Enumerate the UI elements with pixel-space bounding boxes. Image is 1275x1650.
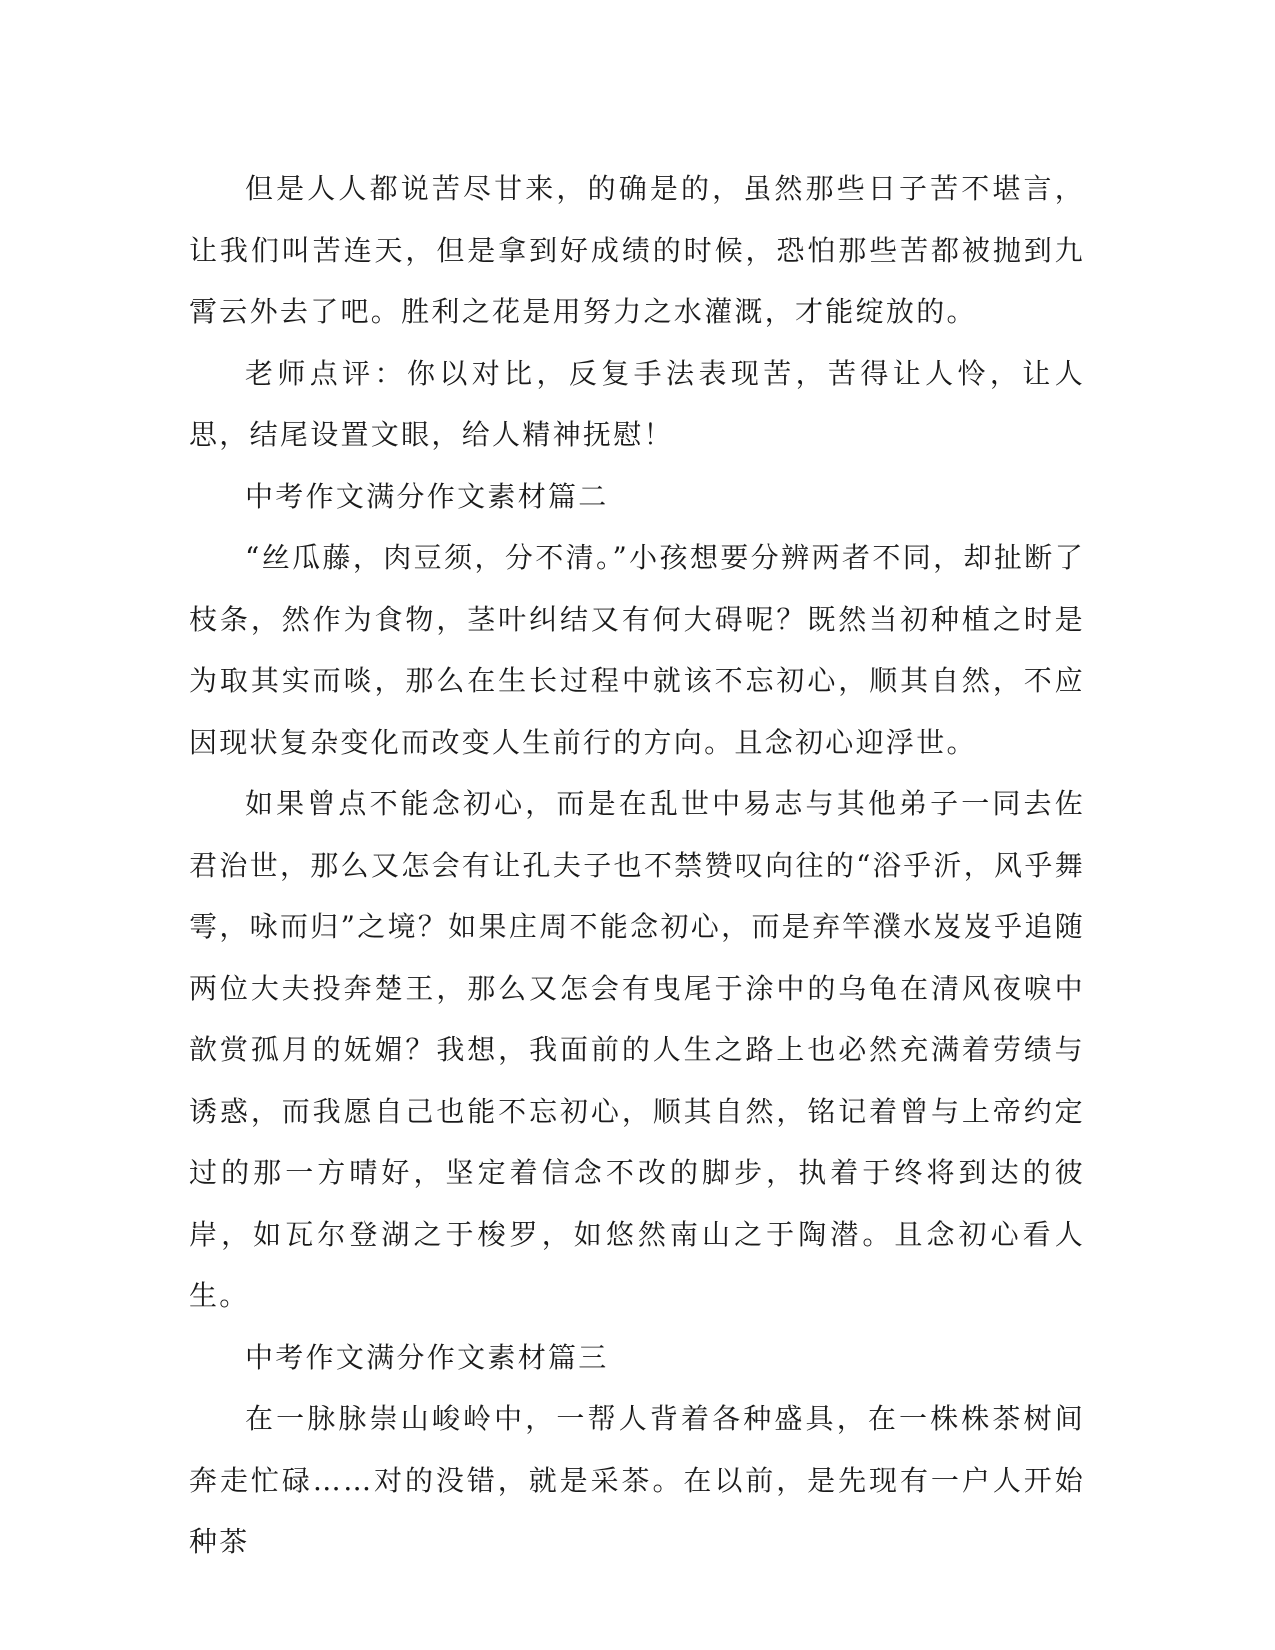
paragraph-original-intention: 如果曾点不能念初心，而是在乱世中易志与其他弟子一同去佐君治世，那么又怎会有让孔夫子也不禁赞叹向往的“浴乎沂，风乎舞雩，咏而归”之境？如果庄周不能念初心，而是弃竿濮水岌岌乎追随两位大夫投奔楚王，那么又怎会有曳尾于涂中的乌龟在清风夜唳中歆赏孤月的妩媚？我想，我面前的人生之路上也必然充满着劳绩与诱惑，而我愿自己也能不忘初心，顺其自然，铭记着曾与上帝约定过的那一方晴好，坚定着信念不改的脚步，执着于终将到达的彼岸，如瓦尔登湖之于梭罗，如悠然南山之于陶潜。且念初心看人生。 (189, 787, 1085, 1312)
document-body (189, 158, 1085, 1573)
paragraph-loofah-vine: “丝瓜藤，肉豆须，分不清。”小孩想要分辨两者不同，却扯断了枝条，然作为食物，茎叶纠结又有何大碍呢？既然当初种植之时是为取其实而啖，那么在生长过程中就该不忘初心，顺其自然，不应因现状复杂变化而改变人生前行的方向。且念初心迎浮世。 (189, 541, 1085, 759)
section-heading-part-two: 中考作文满分作文素材篇二 (245, 479, 609, 513)
paragraph-sweet-after-bitter: 但是人人都说苦尽甘来，的确是的，虽然那些日子苦不堪言，让我们叫苦连天，但是拿到好成绩的时候，恐怕那些苦都被抛到九霄云外去了吧。胜利之花是用努力之水灌溉，才能绽放的。 (189, 172, 1085, 328)
paragraph-tea-picking: 在一脉脉崇山峻岭中，一帮人背着各种盛具，在一株株茶树间奔走忙碌……对的没错，就是采茶。在以前，是先现有一户人开始种茶 (189, 1402, 1085, 1558)
section-heading-part-three: 中考作文满分作文素材篇三 (245, 1340, 609, 1374)
paragraph-teacher-comment: 老师点评：你以对比，反复手法表现苦，苦得让人怜，让人思，结尾设置文眼，给人精神抚慰！ (189, 356, 1085, 451)
